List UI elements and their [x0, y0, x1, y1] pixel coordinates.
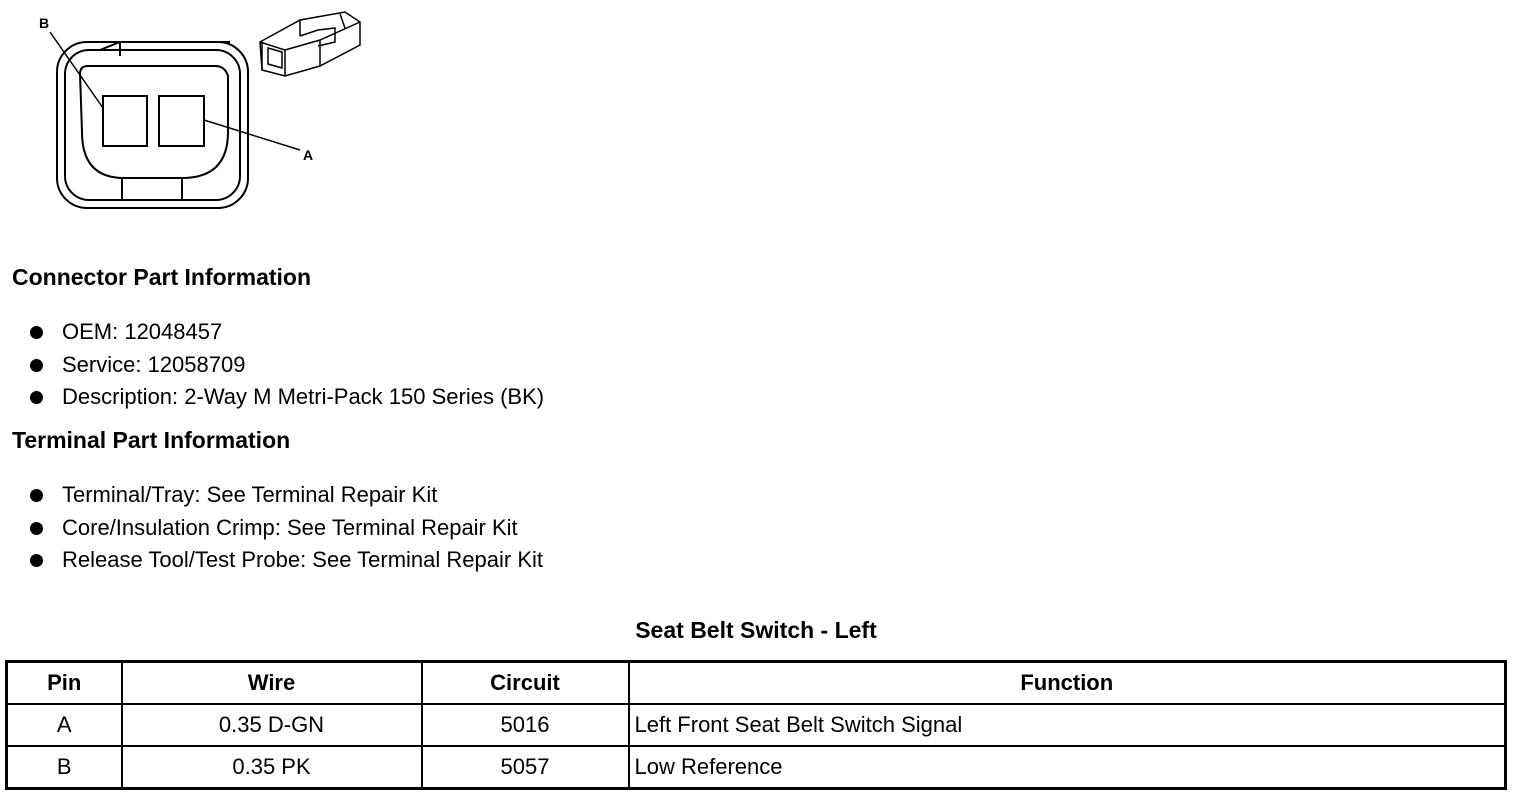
- terminal-part-info-heading: Terminal Part Information: [12, 427, 291, 453]
- list-item: Core/Insulation Crimp: See Terminal Repair Kit: [30, 512, 543, 545]
- list-item: Description: 2-Way M Metri-Pack 150 Series (BK): [30, 381, 544, 414]
- bullet-icon: [30, 391, 43, 404]
- table-row: [7, 704, 1506, 746]
- terminal-a: [159, 96, 204, 146]
- terminal-b: [103, 96, 147, 146]
- table-row: [7, 746, 1506, 789]
- connector-thumbnail: [260, 12, 360, 76]
- cell-pin: A: [7, 704, 122, 746]
- bullet-icon: [30, 554, 43, 567]
- pin-a-label: A: [303, 147, 314, 163]
- column-header-function: Function: [629, 662, 1506, 705]
- bullet-icon: [30, 326, 43, 339]
- cell-wire: 0.35 D-GN: [122, 704, 422, 746]
- table-header-row: [7, 662, 1506, 705]
- terminal-part-info-list: [30, 479, 543, 577]
- cell-wire: 0.35 PK: [122, 746, 422, 789]
- cell-circuit: 5057: [422, 746, 629, 789]
- pinout-table: [5, 660, 1507, 790]
- bullet-icon: [30, 359, 43, 372]
- pin-b-label: B: [39, 15, 50, 31]
- bullet-icon: [30, 489, 43, 502]
- column-header-wire: Wire: [122, 662, 422, 705]
- cell-circuit: 5016: [422, 704, 629, 746]
- connector-diagram: [0, 0, 380, 220]
- column-header-circuit: Circuit: [422, 662, 629, 705]
- cell-pin: B: [7, 746, 122, 789]
- list-item: Service: 12058709: [30, 349, 544, 382]
- bullet-icon: [30, 522, 43, 535]
- connector-part-info-list: [30, 316, 544, 414]
- connector-part-info-heading: Connector Part Information: [12, 264, 312, 290]
- list-item: Terminal/Tray: See Terminal Repair Kit: [30, 479, 543, 512]
- list-item: Release Tool/Test Probe: See Terminal Repair Kit: [30, 544, 543, 577]
- cell-function: Left Front Seat Belt Switch Signal: [629, 704, 1506, 746]
- list-item: OEM: 12048457: [30, 316, 544, 349]
- table-title: Seat Belt Switch - Left: [635, 617, 877, 643]
- cell-function: Low Reference: [629, 746, 1506, 789]
- column-header-pin: Pin: [7, 662, 122, 705]
